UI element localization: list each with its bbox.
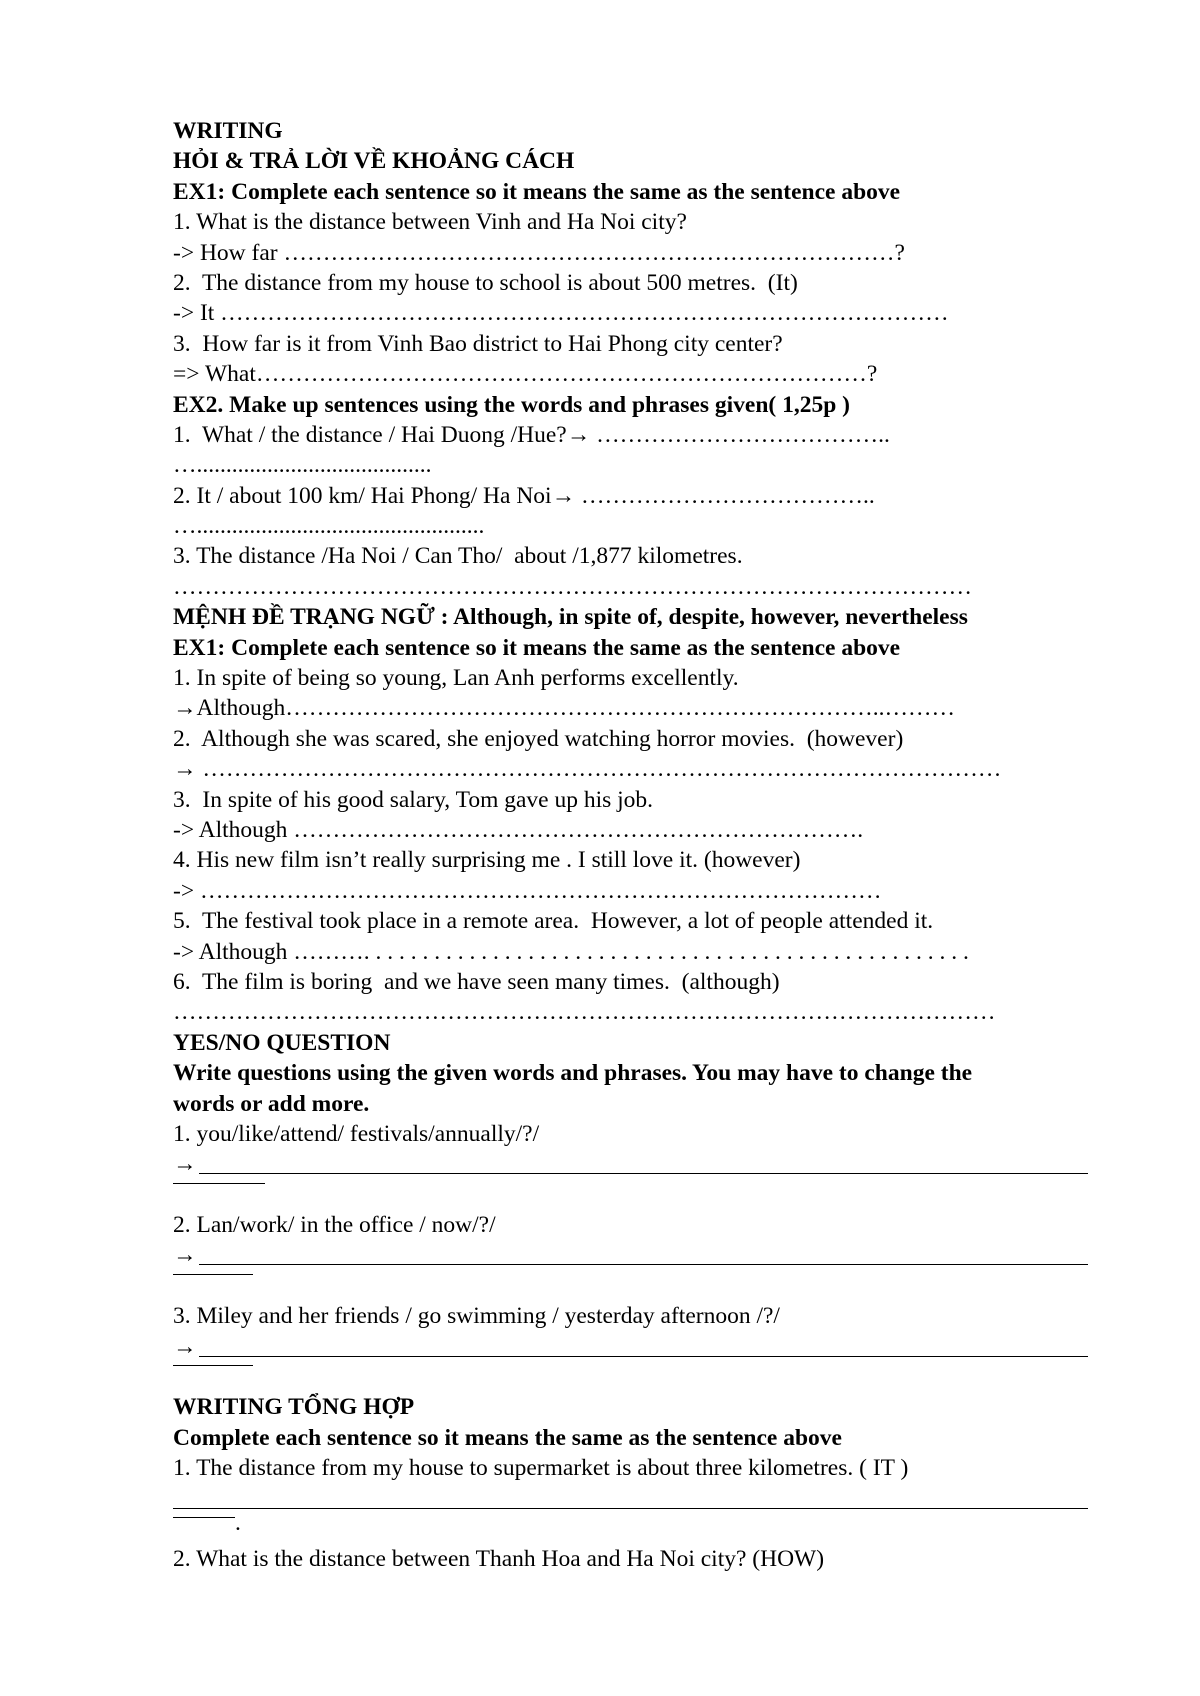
question-text: 2. Lan/work/ in the office / now/?/ <box>173 1212 496 1239</box>
answer-underline-tail <box>173 1183 265 1184</box>
answer-underline <box>199 1264 1088 1265</box>
answer-underline-tail <box>173 1517 235 1518</box>
exercise-heading: EX1: Complete each sentence so it means the same as the sentence above <box>173 178 901 205</box>
answer-prompt: -> Although ………. . . . . . . . . . . . . . . . . . . . . . . . . . . . . . . . . . . . . . . . . . . . . . . . . . . . <box>173 938 969 965</box>
answer-underline <box>199 1173 1088 1174</box>
exercise-heading: EX1: Complete each sentence so it means the same as the sentence above <box>173 634 901 661</box>
answer-prompt: …........................................ <box>173 452 432 479</box>
question-text: 3. The distance /Ha Noi / Can Tho/ about /1,877 kilometres. <box>173 543 743 570</box>
answer-underline <box>199 1356 1088 1357</box>
answer-prompt: → ………………………………………………………………………………………… <box>173 756 1002 783</box>
section-title-yes-no: YES/NO QUESTION <box>173 1029 391 1056</box>
question-text: 4. His new film isn’t really surprising me . I still love it. (however) <box>173 847 801 874</box>
exercise-instruction: Write questions using the given words and phrases. You may have to change the <box>173 1060 973 1087</box>
section-title-adverbial-keywords: Although, in spite of, despite, however, nevertheless <box>453 604 968 631</box>
question-text: 2. The distance from my house to school is about 500 metres. (It) <box>173 269 798 296</box>
question-text: 2. Although she was scared, she enjoyed watching horror movies. (however) <box>173 725 904 752</box>
question-text: 1. you/like/attend/ festivals/annually/?/ <box>173 1120 540 1147</box>
answer-line <box>173 1149 1093 1179</box>
answer-prompt: => What……………………………………………………………………? <box>173 361 878 388</box>
arrow-icon: → <box>173 1242 197 1269</box>
section-title-writing: WRITING <box>173 118 283 144</box>
section-title-adverbial <box>173 602 1093 632</box>
answer-underline <box>173 1508 1088 1509</box>
answer-prompt: …………………………………………………………………………………………… <box>173 999 996 1026</box>
question-text: 6. The film is boring and we have seen many times. (although) <box>173 968 780 995</box>
question-text: 5. The festival took place in a remote area. However, a lot of people attended it. <box>173 908 934 935</box>
question-text: 2. What is the distance between Thanh Hoa and Ha Noi city? (HOW) <box>173 1546 825 1573</box>
answer-prompt: →Although…………………………………………………………………..……… <box>173 695 956 722</box>
answer-line-tail <box>173 1362 1093 1392</box>
question-text: 3. Miley and her friends / go swimming / yesterday afternoon /?/ <box>173 1303 780 1330</box>
answer-prompt: -> Although ………………………………………………………………. <box>173 816 864 843</box>
period-mark: . <box>235 1509 241 1536</box>
answer-line-tail <box>173 1180 1093 1210</box>
answer-underline-tail <box>173 1365 253 1366</box>
arrow-icon: → <box>173 1333 197 1360</box>
exercise-instruction-cont: words or add more. <box>173 1090 370 1117</box>
question-text: 1. In spite of being so young, Lan Anh performs excellently. <box>173 665 739 692</box>
exercise-heading: EX2. Make up sentences using the words and phrases given( 1,25p ) <box>173 391 851 418</box>
answer-line-tail <box>173 1271 1093 1301</box>
answer-line <box>173 1484 1093 1514</box>
answer-prompt: ………………………………………………………………………………………… <box>173 573 972 600</box>
question-text: 3. In spite of his good salary, Tom gave up his job. <box>173 786 654 813</box>
question-text: 1. The distance from my house to supermarket is about three kilometres. ( IT ) <box>173 1455 909 1482</box>
answer-prompt: …................................................. <box>173 513 485 540</box>
answer-line <box>173 1240 1093 1270</box>
worksheet <box>173 116 1093 1575</box>
question-text: 3. How far is it from Vinh Bao district to Hai Phong city center? <box>173 330 783 357</box>
answer-prompt: -> …………………………………………………………………………… <box>173 877 882 904</box>
question-text: 2. It / about 100 km/ Hai Phong/ Ha Noi→ ……………………………….. <box>173 482 875 509</box>
answer-underline-tail <box>173 1274 253 1275</box>
section-title-general-writing: WRITING TỔNG HỢP <box>173 1394 415 1421</box>
question-text: 1. What / the distance / Hai Duong /Hue?→ ……………………………….. <box>173 421 890 448</box>
answer-line <box>173 1332 1093 1362</box>
question-text: 1. What is the distance between Vinh and Ha Noi city? <box>173 209 687 236</box>
answer-prompt: -> How far ……………………………………………………………………? <box>173 239 905 266</box>
section-title-distance: HỎI & TRẢ LỜI VỀ KHOẢNG CÁCH <box>173 148 575 175</box>
exercise-heading: Complete each sentence so it means the same as the sentence above <box>173 1424 842 1451</box>
arrow-icon: → <box>173 1151 197 1178</box>
section-title-adverbial-label: MỆNH ĐỀ TRẠNG NGỮ : <box>173 604 454 631</box>
answer-line-tail <box>173 1509 1093 1544</box>
answer-prompt: -> It ………………………………………………………………………………… <box>173 300 949 327</box>
